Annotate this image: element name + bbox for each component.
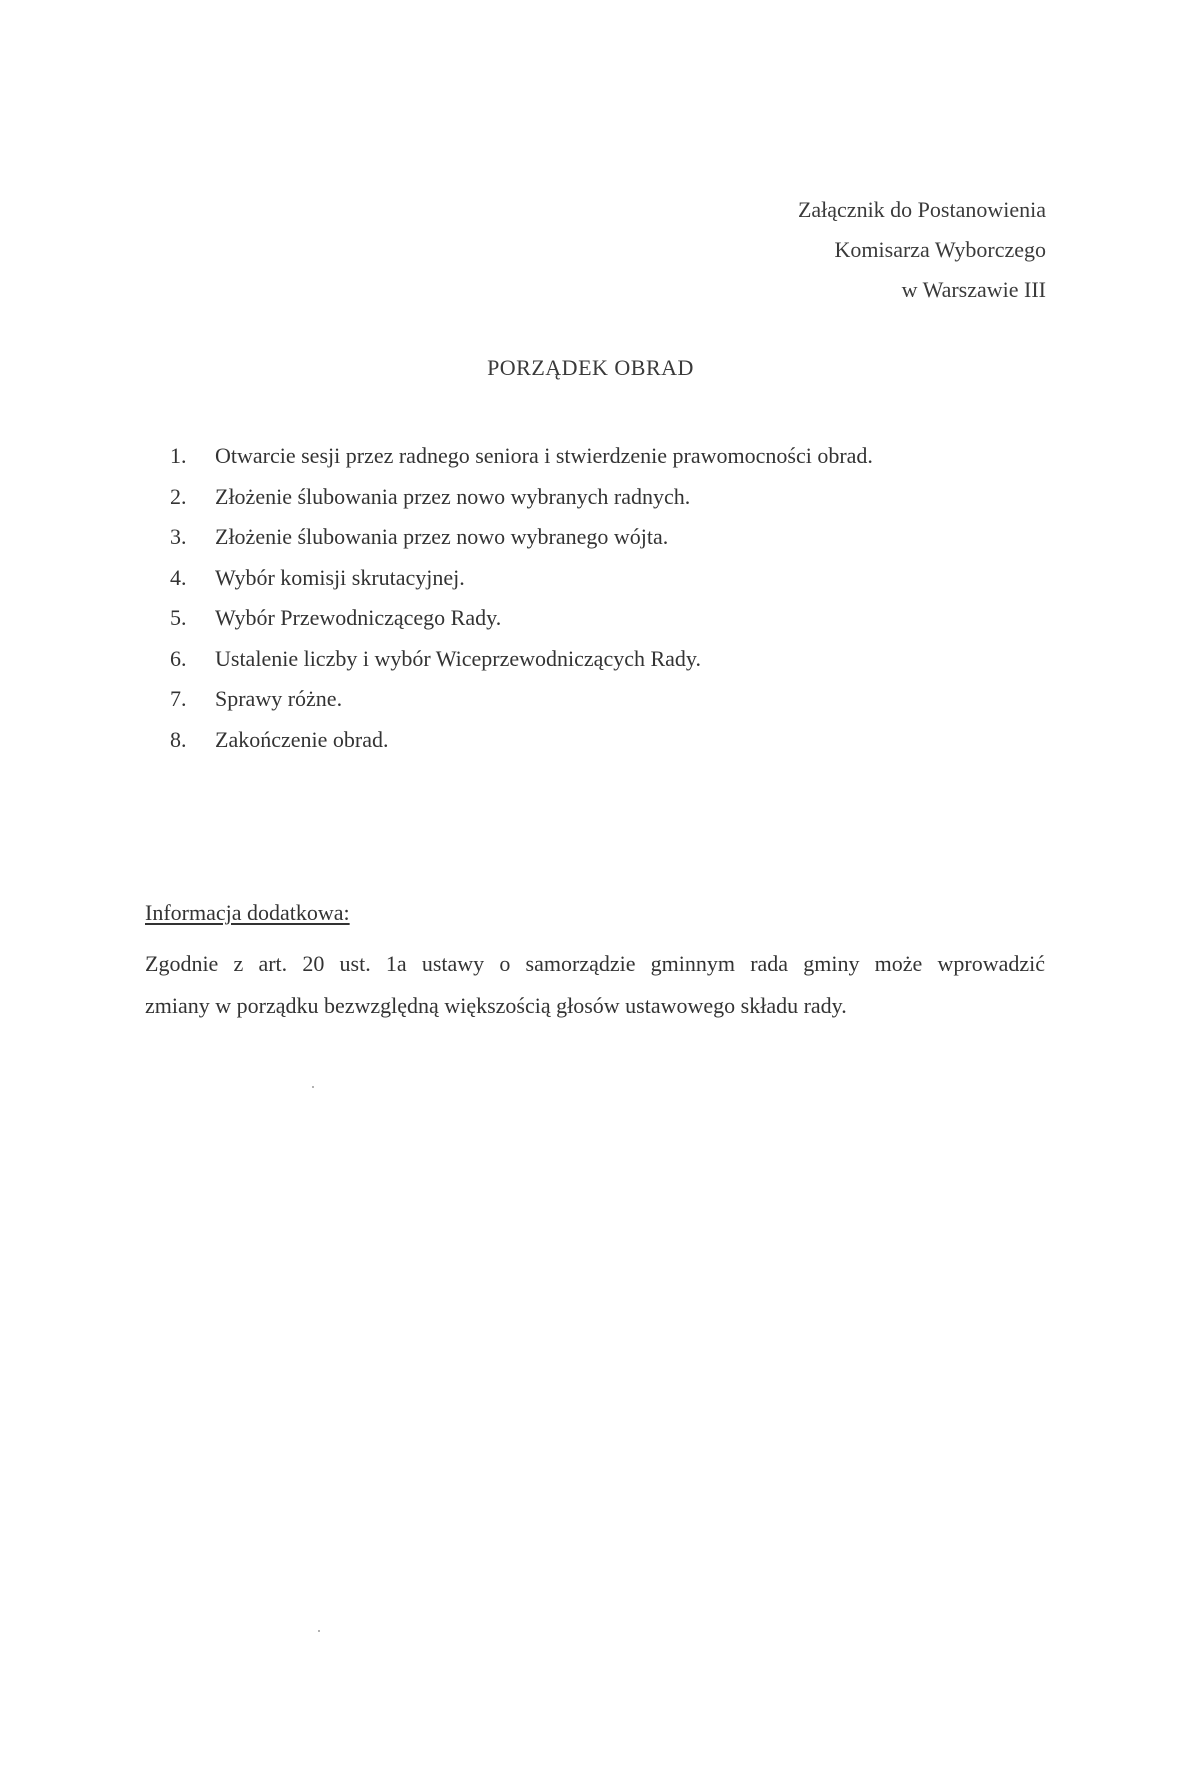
agenda-item-text: Wybór komisji skrutacyjnej. <box>215 564 465 590</box>
agenda-item-text: Złożenie ślubowania przez nowo wybranych radnych. <box>215 483 691 509</box>
additional-info-paragraph <box>145 943 1045 1027</box>
header-line-2: Komisarza Wyborczego <box>834 237 1046 262</box>
header-line-3: w Warszawie III <box>901 277 1046 302</box>
agenda-item <box>170 639 873 680</box>
agenda-item-number: 4. <box>170 564 187 590</box>
agenda-item <box>170 436 873 477</box>
agenda-item <box>170 477 873 518</box>
agenda-item-text: Otwarcie sesji przez radnego seniora i stwierdzenie prawomocności obrad. <box>215 443 873 468</box>
agenda-list <box>170 436 873 760</box>
agenda-item-number: 1. <box>170 443 187 468</box>
header-line-1: Załącznik do Postanowienia <box>797 197 1046 222</box>
agenda-item <box>170 558 873 599</box>
agenda-item-text: Wybór Przewodniczącego Rady. <box>215 605 502 630</box>
agenda-item-number: 2. <box>170 483 187 509</box>
agenda-item-text: Zakończenie obrad. <box>215 726 389 752</box>
agenda-item-number: 8. <box>170 726 187 752</box>
additional-info-heading: Informacja dodatkowa: <box>145 900 350 925</box>
attachment-header <box>798 190 1046 310</box>
additional-info-line-2: zmiany w porządku bezwzględną większością głosów ustawowego składu rady. <box>145 993 847 1018</box>
scan-speck <box>312 1086 314 1088</box>
agenda-item-number: 6. <box>170 645 187 671</box>
additional-info-line-1: Zgodnie z art. 20 ust. 1a ustawy o samorządzie gminnym rada gminy może wprowadzić <box>145 951 1045 976</box>
agenda-item-text: Sprawy różne. <box>215 686 343 711</box>
agenda-item <box>170 720 873 761</box>
agenda-item-text: Złożenie ślubowania przez nowo wybranego wójta. <box>215 524 669 549</box>
agenda-item-text: Ustalenie liczby i wybór Wiceprzewodniczących Rady. <box>215 645 701 671</box>
agenda-item <box>170 598 873 639</box>
agenda-item-number: 5. <box>170 605 187 630</box>
agenda-item-number: 3. <box>170 524 187 549</box>
agenda-item <box>170 679 873 720</box>
scan-speck <box>318 1630 320 1632</box>
document-title: PORZĄDEK OBRAD <box>487 355 694 380</box>
agenda-item <box>170 517 873 558</box>
agenda-item-number: 7. <box>170 686 187 711</box>
